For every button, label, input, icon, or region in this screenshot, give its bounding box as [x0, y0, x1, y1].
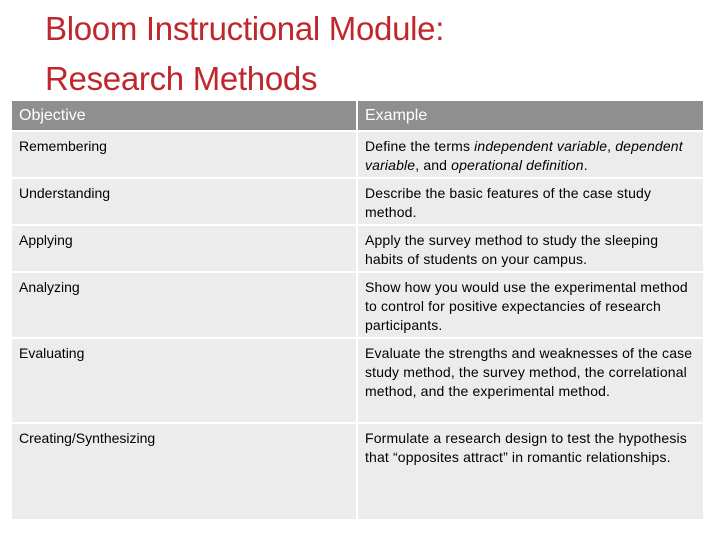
table-row: [12, 225, 703, 272]
table-row: [12, 338, 703, 423]
term-dependent-variable: dependent variable: [365, 138, 683, 173]
table-row: [12, 178, 703, 225]
objective-cell: Applying: [12, 225, 357, 272]
slide-title-line-1: Bloom Instructional Module:: [45, 10, 445, 47]
term-independent-variable: independent variable: [474, 138, 608, 154]
bloom-objectives-table: [12, 101, 703, 521]
term-operational-definition: operational definition: [451, 157, 584, 173]
example-text: , and: [415, 157, 452, 173]
example-cell: Show how you would use the experimental method to control for positive expectancies of research participants.: [357, 272, 703, 338]
column-header-objective: Objective: [12, 101, 357, 131]
table-header-row: [12, 101, 703, 131]
table-row: [12, 423, 703, 520]
example-text: Define the terms: [365, 138, 475, 154]
example-cell: Evaluate the strengths and weaknesses of the case study method, the survey method, the correlational method, and the experimental method.: [357, 338, 703, 423]
example-text: .: [583, 157, 588, 173]
objective-cell: Analyzing: [12, 272, 357, 338]
objective-cell: Understanding: [12, 178, 357, 225]
example-cell: [357, 131, 703, 178]
example-text: ,: [607, 138, 616, 154]
column-header-example: Example: [357, 101, 703, 131]
example-cell: Formulate a research design to test the hypothesis that “opposites attract” in romantic relationships.: [357, 423, 703, 520]
slide-title-line-2: Research Methods: [45, 60, 318, 97]
objective-cell: Evaluating: [12, 338, 357, 423]
objective-cell: Creating/Synthesizing: [12, 423, 357, 520]
table-row: [12, 131, 703, 178]
table-row: [12, 272, 703, 338]
example-cell: Apply the survey method to study the sleeping habits of students on your campus.: [357, 225, 703, 272]
objective-cell: Remembering: [12, 131, 357, 178]
slide-title: [45, 4, 685, 104]
example-cell: Describe the basic features of the case study method.: [357, 178, 703, 225]
